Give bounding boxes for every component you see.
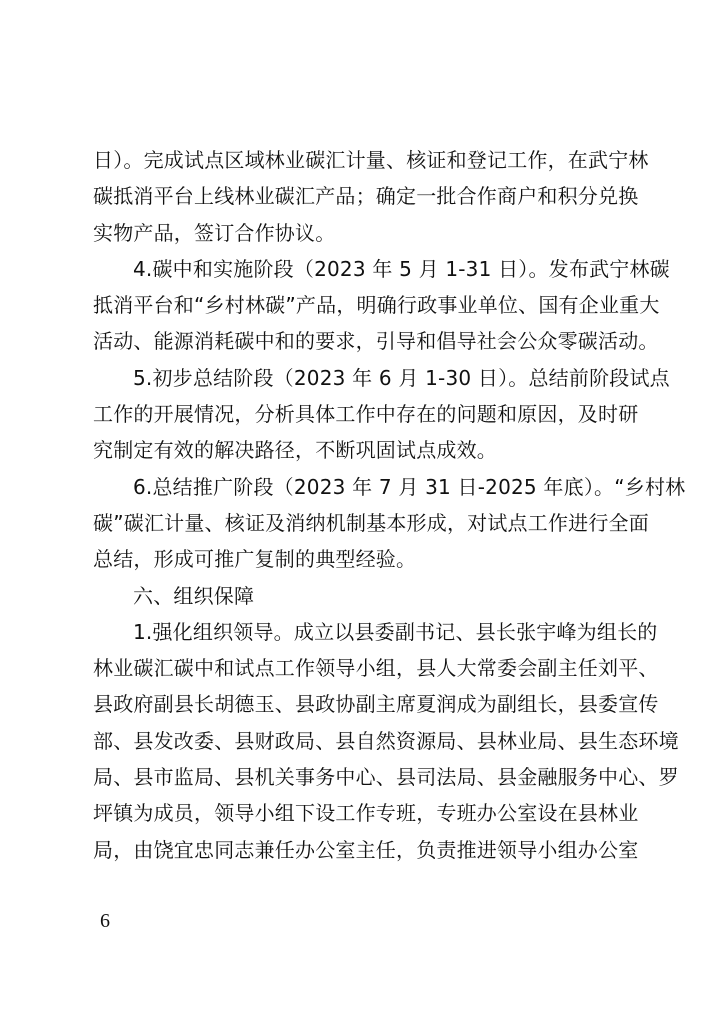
page-number: 6 (100, 910, 110, 932)
text-line: 局、县市监局、县机关事务中心、县司法局、县金融服务中心、罗 (93, 765, 679, 790)
text-line: 碳抵消平台上线林业碳汇产品；确定一批合作商户和积分兑换 (93, 184, 639, 209)
paragraph-start-line: 6.总结推广阶段（2023 年 7 月 31 日-2025 年底）。“乡村林 (133, 474, 686, 499)
text-line: 坪镇为成员，领导小组下设工作专班，专班办公室设在县林业 (93, 801, 639, 826)
text-line: 碳”碳汇计量、核证及消纳机制基本形成，对试点工作进行全面 (93, 510, 649, 535)
text-line: 究制定有效的解决路径，不断巩固试点成效。 (93, 438, 497, 463)
text-line: 林业碳汇碳中和试点工作领导小组，县人大常委会副主任刘平、 (93, 656, 659, 681)
text-line: 活动、能源消耗碳中和的要求，引导和倡导社会公众零碳活动。 (93, 329, 659, 354)
paragraph-start-line: 1.强化组织领导。成立以县委副书记、县长张宇峰为组长的 (133, 619, 658, 644)
text-line: 县政府副县长胡德玉、县政协副主席夏润成为副组长，县委宣传 (93, 692, 659, 717)
text-line: 总结，形成可推广复制的典型经验。 (93, 547, 417, 572)
text-line: 部、县发改委、县财政局、县自然资源局、县林业局、县生态环境 (93, 728, 679, 753)
text-line: 局，由饶宜忠同志兼任办公室主任，负责推进领导小组办公室 (93, 837, 639, 862)
section-heading: 六、组织保障 (133, 583, 255, 608)
text-line: 日）。完成试点区域林业碳汇计量、核证和登记工作，在武宁林 (93, 148, 649, 172)
body-text (93, 142, 686, 868)
text-line: 抵消平台和“乡村林碳”产品，明确行政事业单位、国有企业重大 (93, 293, 660, 318)
text-line: 实物产品，签订合作协议。 (93, 220, 336, 245)
paragraph-start-line: 4.碳中和实施阶段（2023 年 5 月 1-31 日）。发布武宁林碳 (133, 256, 670, 281)
text-line: 工作的开展情况，分析具体工作中存在的问题和原因，及时研 (93, 402, 639, 427)
paragraph-start-line: 5.初步总结阶段（2023 年 6 月 1-30 日）。总结前阶段试点 (133, 365, 670, 390)
